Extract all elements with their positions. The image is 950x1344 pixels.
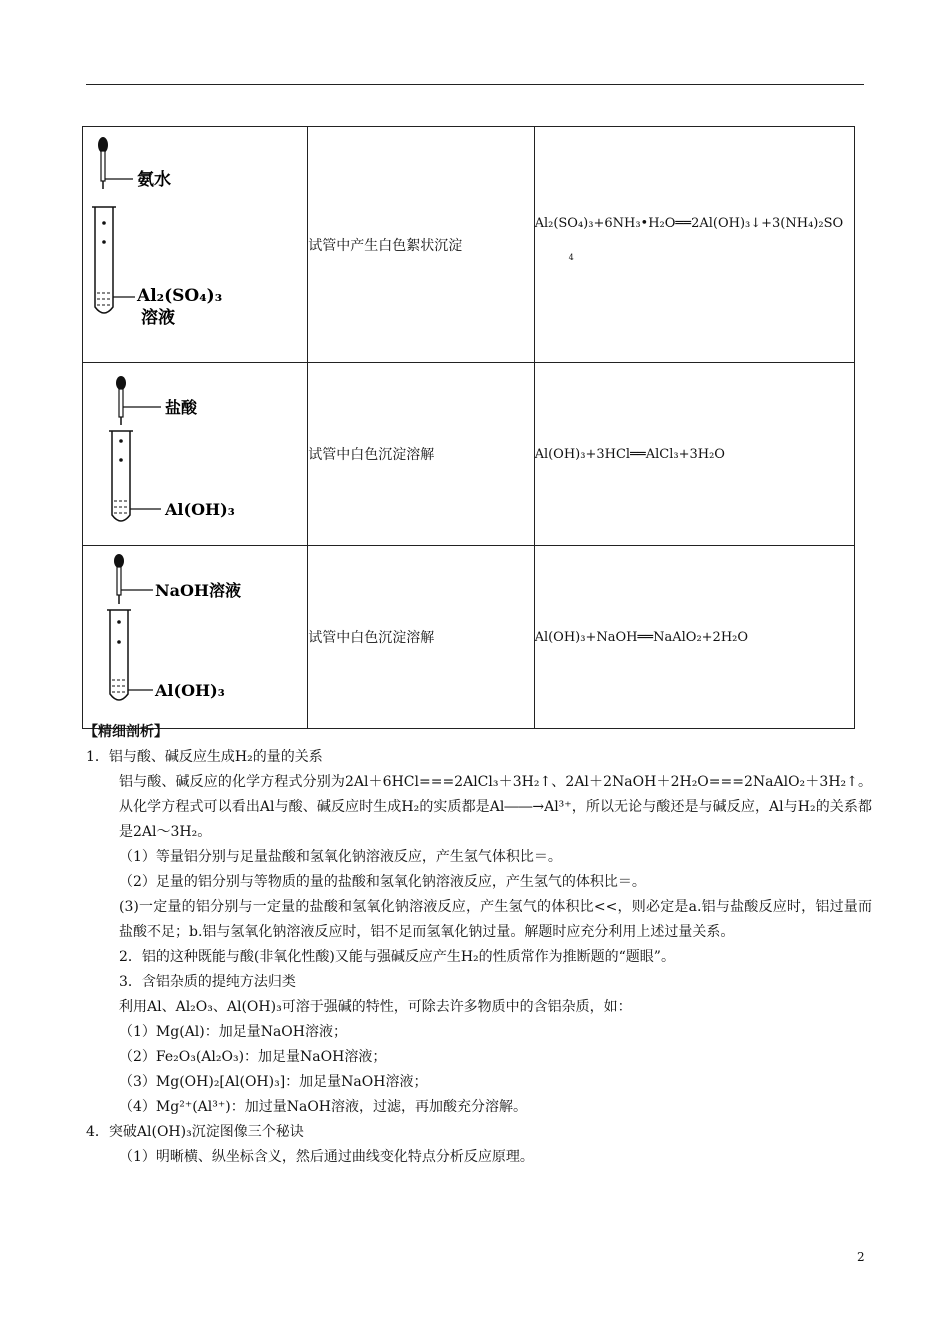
equation-text: Al₂(SO₄)₃+6NH₃•H₂O══2Al(OH)₃↓+3(NH₄)₂SO: [534, 215, 844, 231]
point-1-item-3: (3)一定量的铝分别与一定量的盐酸和氢氧化钠溶液反应，产生氢气的体积比<<，则必定是a.铝与盐酸反应时，铝过量而盐酸不足；b.铝与氢氧化钠溶液反应时，铝不足而氢氧化钠过量。解题时应充分利用上述过量关系。: [119, 899, 872, 940]
apparatus-cell: [83, 363, 308, 546]
point-3-item-2: （2）Fe₂O₃(Al₂O₃)：加足量NaOH溶液；: [119, 1049, 387, 1065]
solution-label: Al(OH)₃: [165, 500, 235, 519]
equation-cell: [534, 363, 854, 546]
dropper-test-tube-diagram: [83, 363, 308, 541]
point-1-item-2: （2）足量的铝分别与等物质的量的盐酸和氢氧化钠溶液反应，产生氢气的体积比＝。: [119, 874, 646, 890]
equation-cell: [534, 546, 854, 729]
phenomenon-cell: [308, 363, 534, 546]
equation-text: Al(OH)₃+NaOH══NaAlO₂+2H₂O: [534, 629, 749, 645]
solution-label: Al₂(SO₄)₃: [137, 286, 223, 306]
phenomenon-cell: [308, 127, 534, 363]
point-3-heading: 3．含铝杂质的提纯方法归类: [119, 974, 296, 990]
point-1-item-1: （1）等量铝分别与足量盐酸和氢氧化钠溶液反应，产生氢气体积比＝。: [119, 849, 562, 865]
table-row: [83, 546, 855, 729]
table-row: [83, 127, 855, 363]
equation-tail: 4: [568, 252, 574, 262]
phenomenon-text: 试管中白色沉淀溶解: [308, 447, 435, 463]
reagent-label: 盐酸: [165, 398, 198, 417]
solution-label: Al(OH)₃: [155, 681, 225, 700]
solution-label-2: 溶液: [141, 308, 175, 328]
table-row: [83, 363, 855, 546]
point-1-heading: 1．铝与酸、碱反应生成H₂的量的关系: [86, 749, 323, 765]
point-3-body: 利用Al、Al₂O₃、Al(OH)₃可溶于强碱的特性，可除去许多物质中的含铝杂质，如：: [119, 999, 632, 1015]
dropper-test-tube-diagram: [83, 127, 308, 358]
point-4-item-1: （1）明晰横、纵坐标含义，然后通过曲线变化特点分析反应原理。: [119, 1149, 534, 1165]
section-title: 【精细剖析】: [84, 724, 168, 740]
apparatus-cell: [83, 546, 308, 729]
point-1-body: 铝与酸、碱反应的化学方程式分别为2Al＋6HCl===2AlCl₃＋3H₂↑、2Al＋2NaOH＋2H₂O===2NaAlO₂＋3H₂↑。从化学方程式可以看出Al与酸、碱反应时生成H₂的实质都是Al――→Al³⁺，所以无论与酸还是与碱反应，Al与H₂的关系都是2Al～3H₂。: [119, 774, 872, 840]
analysis-section: [82, 720, 872, 1170]
dropper-test-tube-diagram: [83, 546, 308, 724]
point-4-heading: 4．突破Al(OH)₃沉淀图像三个秘诀: [86, 1124, 304, 1140]
reagent-label: NaOH溶液: [155, 581, 242, 600]
point-3-item-3: （3）Mg(OH)₂[Al(OH)₃]：加足量NaOH溶液；: [119, 1074, 428, 1090]
experiment-table: [82, 126, 855, 729]
reagent-label: 氨水: [137, 170, 171, 190]
apparatus-cell: [83, 127, 308, 363]
point-3-item-4: （4）Mg²⁺(Al³⁺)：加过量NaOH溶液，过滤，再加酸充分溶解。: [119, 1099, 528, 1115]
header-rule: [86, 84, 864, 85]
page-number: 2: [857, 1250, 865, 1264]
phenomenon-cell: [308, 546, 534, 729]
point-2: 2．铝的这种既能与酸(非氧化性酸)又能与强碱反应产生H₂的性质常作为推断题的“题眼”。: [119, 949, 675, 965]
phenomenon-text: 试管中产生白色絮状沉淀: [308, 237, 463, 254]
phenomenon-text: 试管中白色沉淀溶解: [308, 630, 435, 646]
point-3-item-1: （1）Mg(Al)：加足量NaOH溶液；: [119, 1024, 347, 1040]
equation-cell: [534, 127, 854, 363]
equation-text: Al(OH)₃+3HCl══AlCl₃+3H₂O: [534, 446, 725, 462]
